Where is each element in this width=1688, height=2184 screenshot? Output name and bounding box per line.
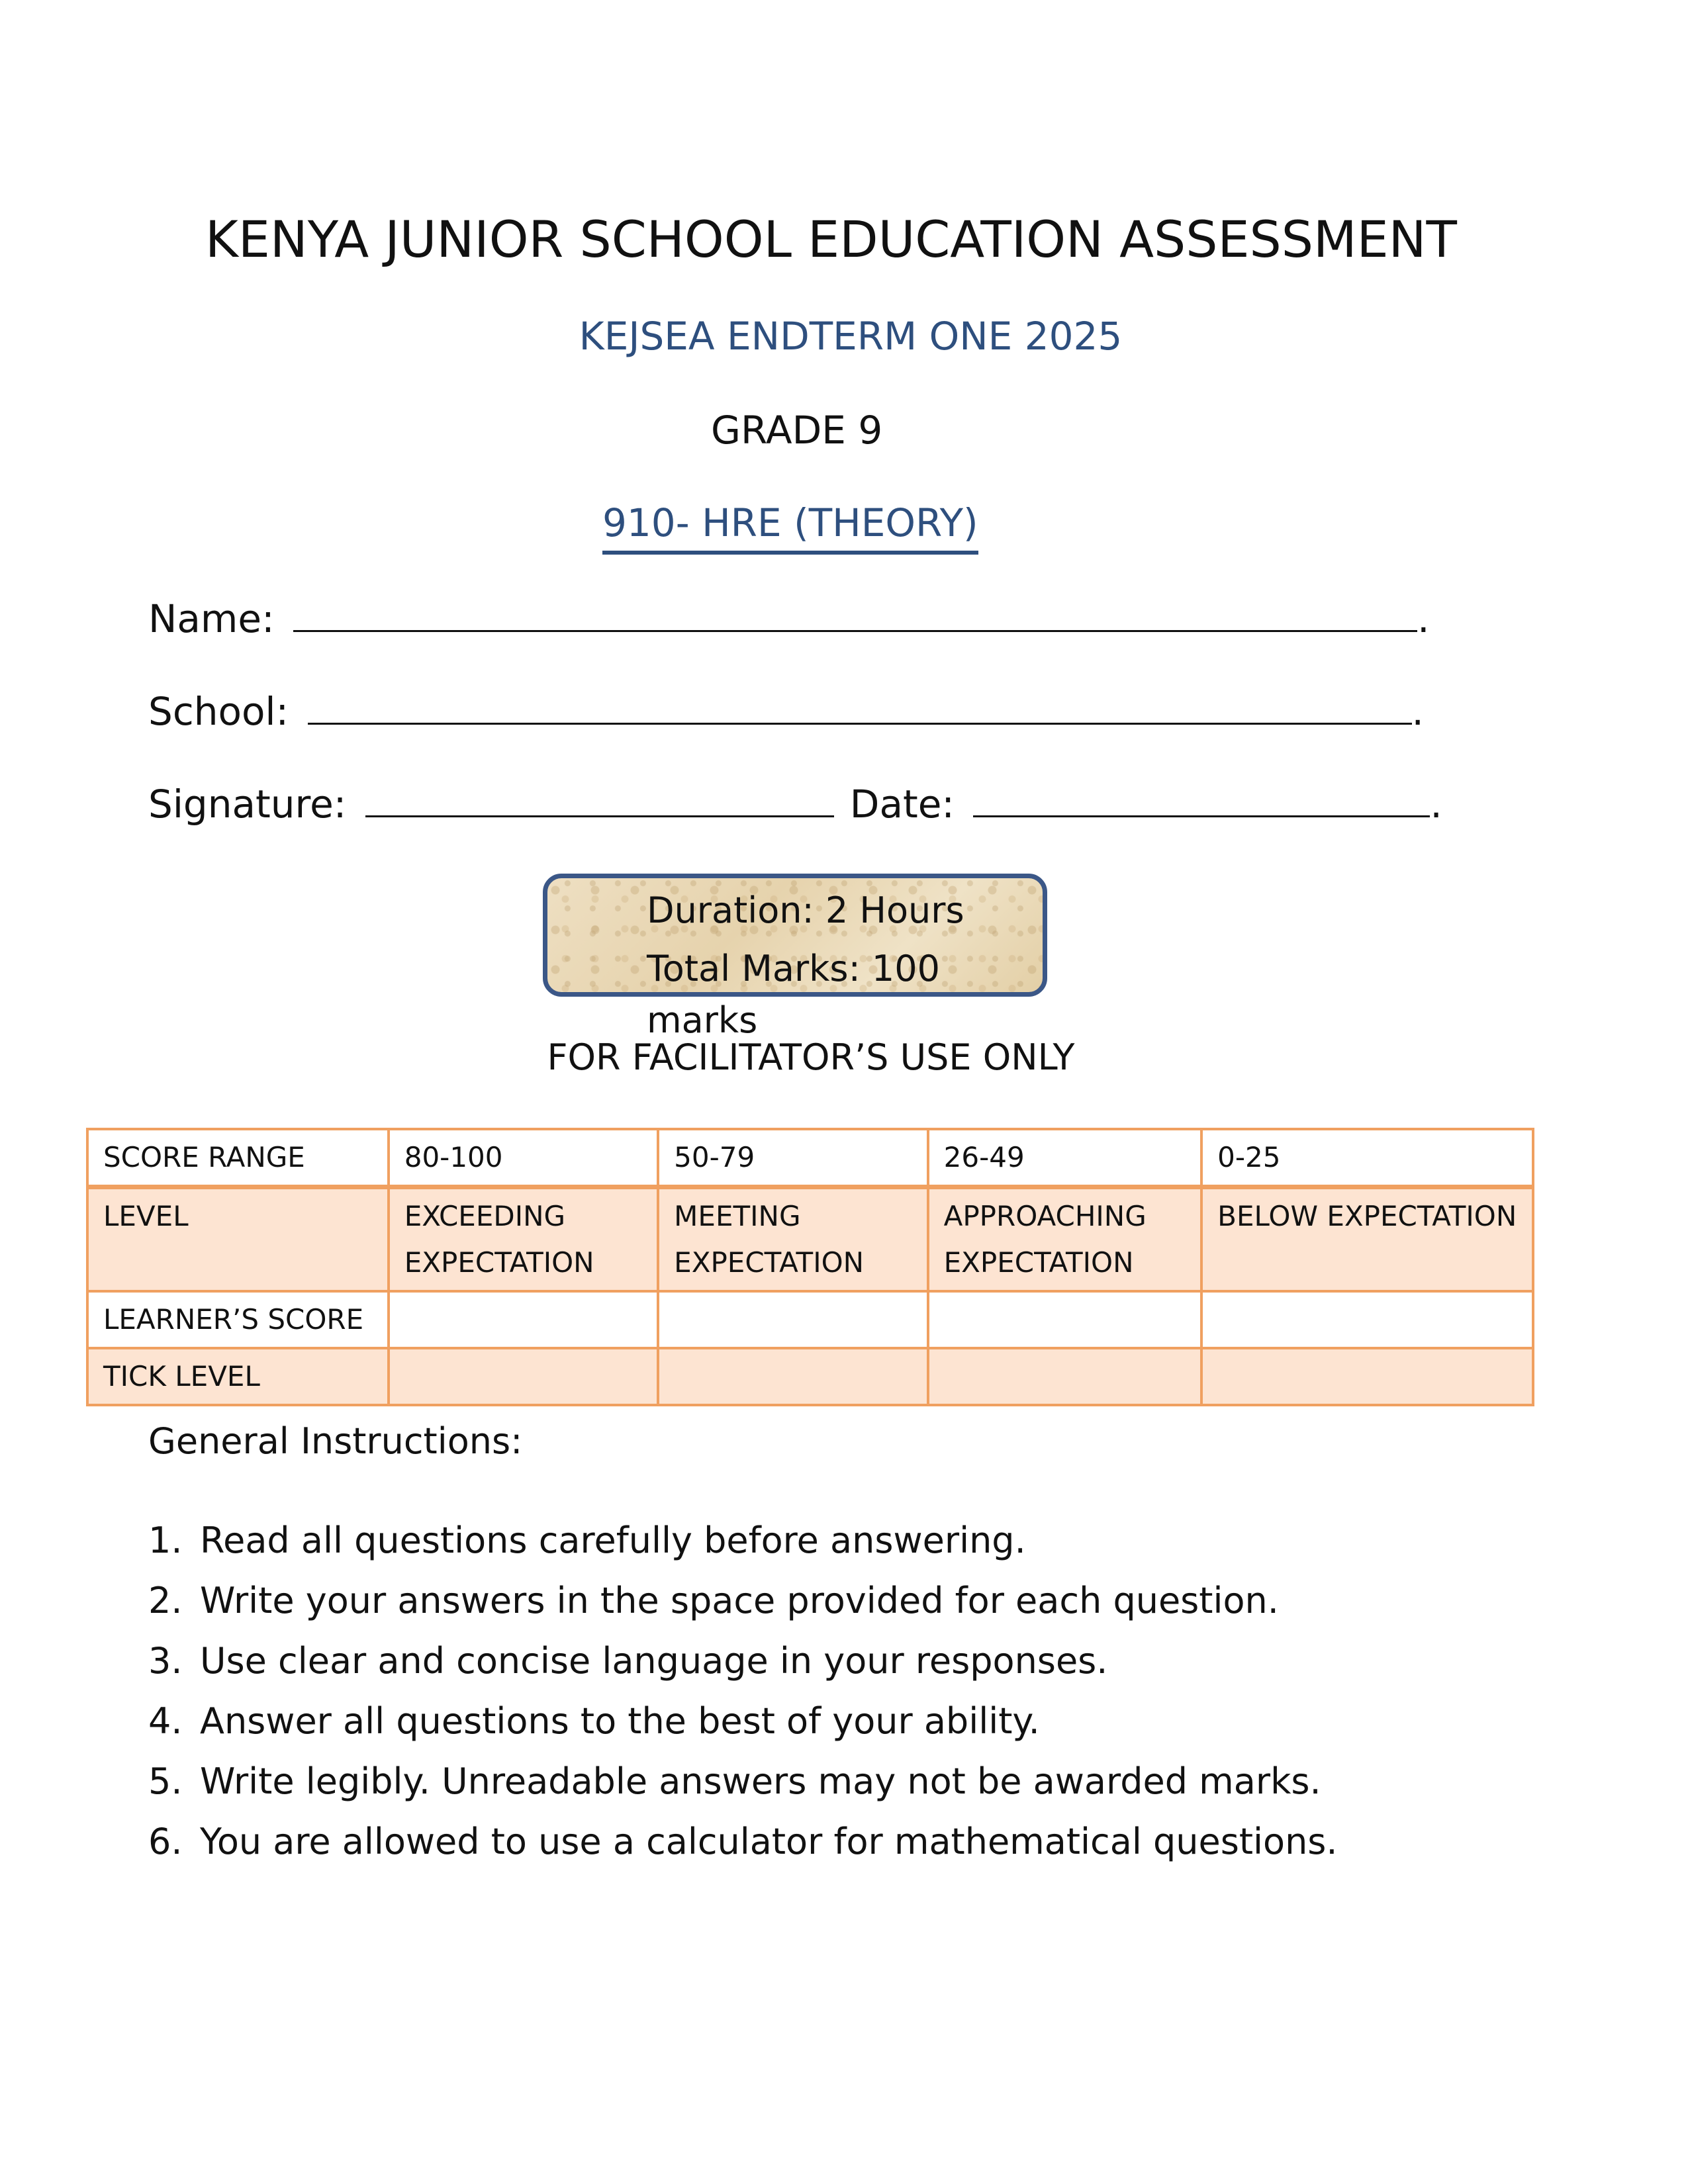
table-cell: 80-100 <box>389 1129 658 1187</box>
table-cell: MEETING EXPECTATION <box>658 1187 927 1292</box>
item-number: 4. <box>148 1700 183 1742</box>
paper-code: 910- HRE (THEORY) <box>602 496 978 555</box>
score-entry-cell[interactable] <box>928 1291 1202 1348</box>
signature-blank-line[interactable] <box>365 774 834 817</box>
school-label: School: <box>148 689 289 734</box>
date-end-mark: . <box>1430 782 1442 827</box>
item-text: Answer all questions to the best of your ability. <box>200 1700 1040 1742</box>
facilitator-heading: FOR FACILITATOR’S USE ONLY <box>547 1036 1075 1078</box>
table-cell: LEVEL <box>87 1187 389 1292</box>
school-blank-line[interactable] <box>308 682 1412 725</box>
score-table <box>86 1128 1534 1406</box>
table-cell: EXCEEDING EXPECTATION <box>389 1187 658 1292</box>
instructions-list <box>148 1516 1338 1877</box>
page-title: KENYA JUNIOR SCHOOL EDUCATION ASSESSMENT <box>205 210 1457 269</box>
learner-score-row <box>87 1291 1533 1348</box>
total-marks-text: Total Marks: 100 marks <box>647 948 940 1041</box>
score-entry-cell[interactable] <box>389 1291 658 1348</box>
name-label: Name: <box>148 596 275 641</box>
level-row <box>87 1187 1533 1292</box>
item-number: 5. <box>148 1760 183 1802</box>
list-item <box>148 1636 1338 1696</box>
school-field-row <box>148 682 1424 738</box>
item-text: Use clear and concise language in your responses. <box>200 1640 1108 1682</box>
tick-entry-cell[interactable] <box>928 1348 1202 1405</box>
name-field-row <box>148 589 1430 645</box>
score-entry-cell[interactable] <box>658 1291 927 1348</box>
list-item <box>148 1817 1338 1877</box>
signature-label: Signature: <box>148 782 347 827</box>
table-cell: 26-49 <box>928 1129 1202 1187</box>
list-item <box>148 1696 1338 1756</box>
score-range-row <box>87 1129 1533 1187</box>
table-cell: LEARNER’S SCORE <box>87 1291 389 1348</box>
score-entry-cell[interactable] <box>1201 1291 1533 1348</box>
table-cell: SCORE RANGE <box>87 1129 389 1187</box>
exam-info-box <box>543 874 1047 1041</box>
duration-text: Duration: 2 Hours <box>647 889 964 931</box>
table-cell: APPROACHING EXPECTATION <box>928 1187 1202 1292</box>
tick-entry-cell[interactable] <box>1201 1348 1533 1405</box>
tick-entry-cell[interactable] <box>389 1348 658 1405</box>
item-text: You are allowed to use a calculator for mathematical questions. <box>200 1821 1338 1862</box>
table-cell: TICK LEVEL <box>87 1348 389 1405</box>
item-text: Read all questions carefully before answering. <box>200 1520 1026 1561</box>
list-item <box>148 1576 1338 1636</box>
table-cell: BELOW EXPECTATION <box>1201 1187 1533 1292</box>
list-item <box>148 1756 1338 1817</box>
item-number: 2. <box>148 1580 183 1621</box>
item-number: 3. <box>148 1640 183 1682</box>
name-blank-line[interactable] <box>293 589 1417 632</box>
tick-level-row <box>87 1348 1533 1405</box>
exam-subtitle: KEJSEA ENDTERM ONE 2025 <box>579 314 1123 359</box>
school-end-mark: . <box>1411 689 1424 734</box>
date-blank-line[interactable] <box>973 774 1430 817</box>
item-number: 1. <box>148 1520 183 1561</box>
tick-entry-cell[interactable] <box>658 1348 927 1405</box>
table-cell: 50-79 <box>658 1129 927 1187</box>
item-text: Write your answers in the space provided for each question. <box>200 1580 1279 1621</box>
table-cell: 0-25 <box>1201 1129 1533 1187</box>
grade-label: GRADE 9 <box>711 408 883 453</box>
instructions-heading: General Instructions: <box>148 1420 523 1462</box>
signature-date-row <box>148 774 1442 831</box>
item-number: 6. <box>148 1821 183 1862</box>
name-end-mark: . <box>1417 596 1430 641</box>
date-label: Date: <box>849 782 955 827</box>
list-item <box>148 1516 1338 1576</box>
item-text: Write legibly. Unreadable answers may not be awarded marks. <box>200 1760 1321 1802</box>
